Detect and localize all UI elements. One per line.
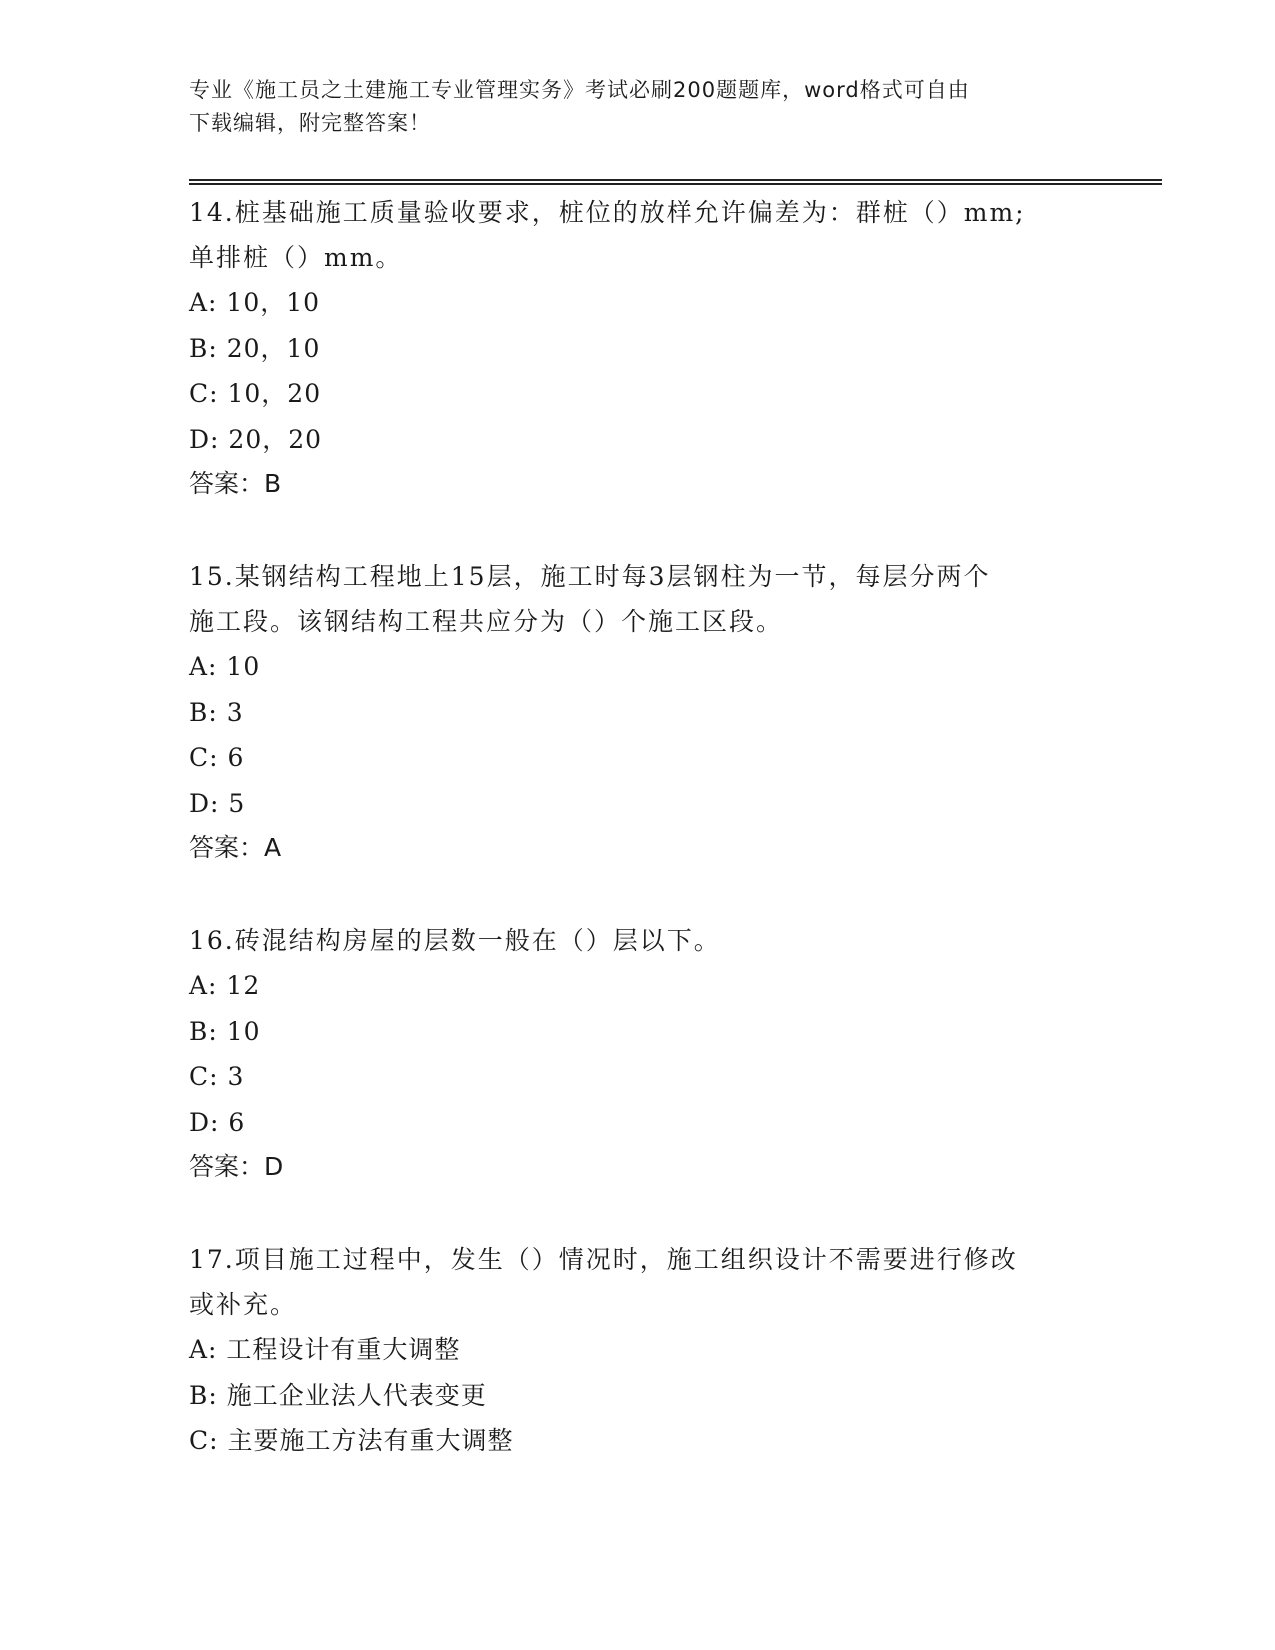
questions-list xyxy=(189,190,1089,1464)
answer: 答案：B xyxy=(189,469,282,498)
option-c: C: 3 xyxy=(189,1062,245,1091)
question-text-line: 17.项目施工过程中，发生（）情况时，施工组织设计不需要进行修改 xyxy=(189,1245,1018,1274)
header-line-1: 专业《施工员之土建施工专业管理实务》考试必刷200题题库，word格式可自由 xyxy=(189,78,970,102)
question-spacer xyxy=(189,506,1089,554)
answer: 答案：D xyxy=(189,1152,284,1181)
question-15 xyxy=(189,554,1089,870)
answer: 答案：A xyxy=(189,833,282,862)
option-b: B: 10 xyxy=(189,1016,261,1046)
option-d: D: 6 xyxy=(189,1107,246,1137)
question-text-line: 16.砖混结构房屋的层数一般在（）层以下。 xyxy=(189,926,721,955)
option-a: A: 工程设计有重大调整 xyxy=(189,1335,461,1364)
option-d: D: 20，20 xyxy=(189,424,323,454)
question-text-line: 或补充。 xyxy=(189,1290,298,1319)
question-14 xyxy=(189,190,1089,506)
question-spacer xyxy=(189,870,1089,918)
option-c: C: 10，20 xyxy=(189,379,322,408)
option-c: C: 6 xyxy=(189,743,245,772)
option-a: A: 10，10 xyxy=(189,288,321,317)
question-spacer xyxy=(189,1189,1089,1237)
document-header xyxy=(189,74,1089,140)
option-c: C: 主要施工方法有重大调整 xyxy=(189,1426,514,1455)
option-b: B: 20，10 xyxy=(189,333,321,363)
option-a: A: 10 xyxy=(189,652,261,681)
question-text-line: 单排桩（）mm。 xyxy=(189,243,403,272)
option-d: D: 5 xyxy=(189,788,246,818)
header-divider-bottom xyxy=(189,183,1162,185)
question-text-line: 14.桩基础施工质量验收要求，桩位的放样允许偏差为：群桩（）mm; xyxy=(189,198,1026,227)
question-16 xyxy=(189,918,1089,1189)
option-b: B: 施工企业法人代表变更 xyxy=(189,1380,487,1410)
option-a: A: 12 xyxy=(189,971,261,1000)
header-divider-top xyxy=(189,179,1162,181)
question-text-line: 施工段。该钢结构工程共应分为（）个施工区段。 xyxy=(189,607,784,636)
question-text-line: 15.某钢结构工程地上15层，施工时每3层钢柱为一节，每层分两个 xyxy=(189,562,991,591)
option-b: B: 3 xyxy=(189,697,244,727)
question-17 xyxy=(189,1237,1089,1464)
header-line-2: 下载编辑，附完整答案！ xyxy=(189,111,431,135)
